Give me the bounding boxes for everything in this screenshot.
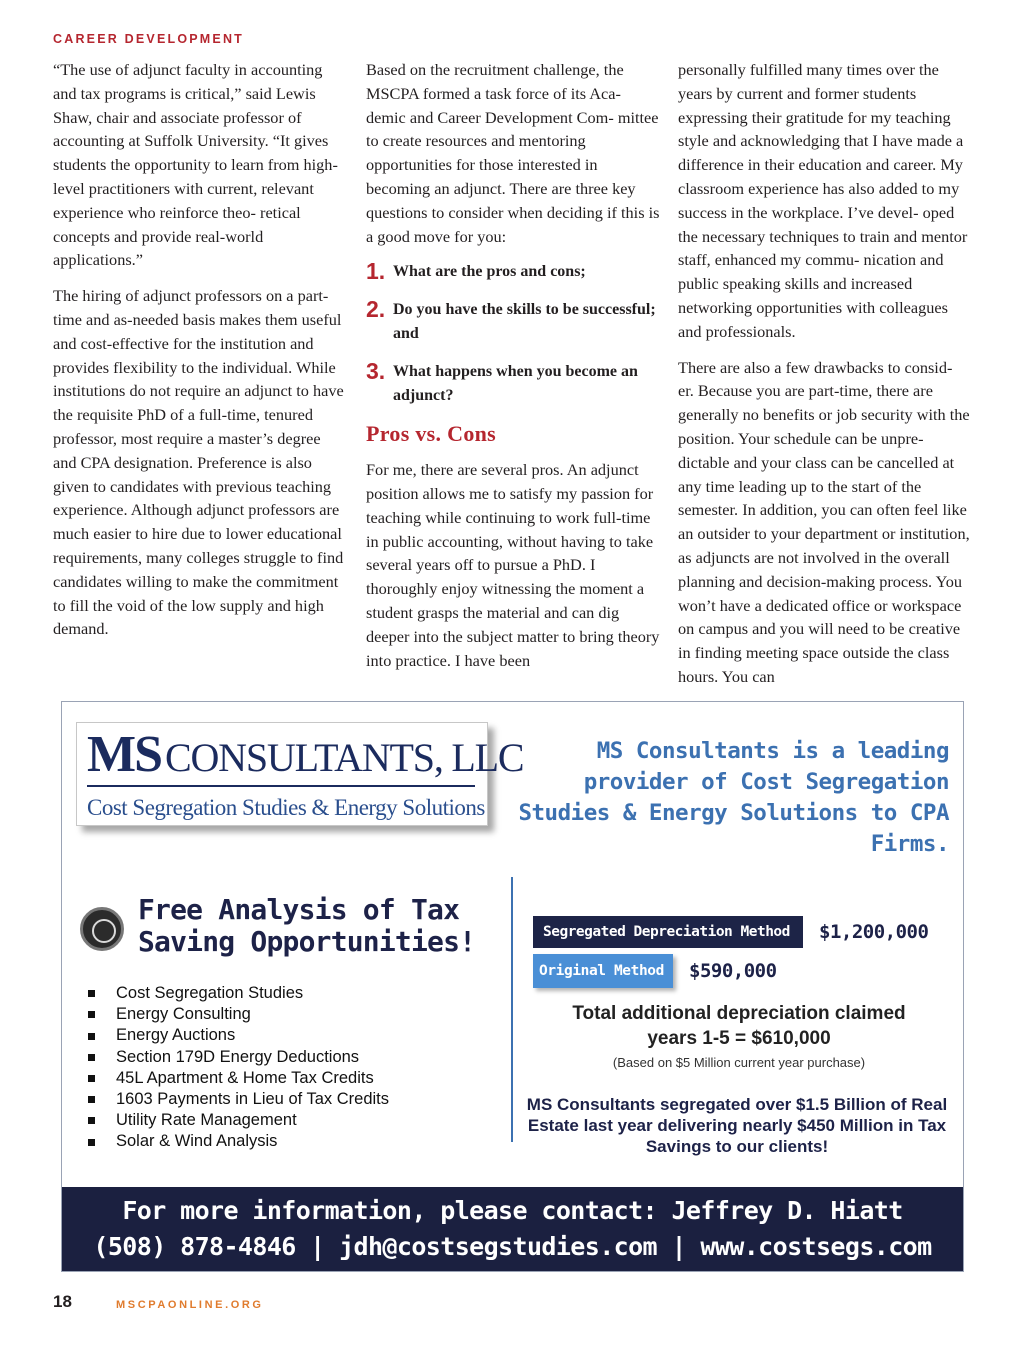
segregated-method-label: Segregated Depreciation Method [533,916,803,948]
service-item: 45L Apartment & Home Tax Credits [88,1068,488,1089]
bullet-icon [88,1096,95,1103]
question-number: 2. [366,296,386,323]
paragraph: Based on the recruitment challenge, the MSCPA formed a task force of its Aca- demic and Career Development Com- mittee to create resources and mentoring opportunities for those interested in becoming an adjunct. There are three key questions to consider when deciding if this is a good move for you: [366,60,660,246]
question-text: What are the pros and cons; [393,263,586,281]
paragraph: “The use of adjunct faculty in accounting and tax programs is critical,” said Lewis Shaw, chair and associate professor of accounting at Suffolk University. “It gives students the opportunity to learn from high-level practitioners with current, relevant experience who reinforce theo- retical concepts and provide real-world applications.” [53,60,338,270]
page-number: 18 [53,1292,72,1311]
segregated-method-row [533,916,928,948]
logo-subtitle: Cost Segregation Studies & Energy Solutions [87,795,485,820]
bullet-icon [88,1117,95,1124]
certification-seal-icon [80,907,124,951]
bullet-icon [88,1011,95,1018]
total-line-2: years 1-5 = $610,000 [647,1028,831,1049]
paragraph: The hiring of adjunct professors on a part-time and as-needed basis makes them useful and cost-effective for the institution and provides flexibility to the individual. While institutions do not require an adjunct to have the requisite PhD of a full-time, tenured professor, most require a master’s degree and CPA designation. Preference is also given to candidates with previous teaching experience. Although adjunct professors are much easier to hire due to lower educational requirements, many colleges struggle to find candidates willing to make the commitment to fill the void of the low supply and high demand. [53,286,344,639]
logo-consultants: CONSULTANTS, LLC [165,735,524,780]
depreciation-note: (Based on $5 Million current year purchase) [612,1055,866,1070]
contact-line-2: (508) 878-4846 | jdh@costsegstudies.com | www.costsegs.com [93,1232,932,1261]
ad-headline: Free Analysis of Tax Saving Opportunities! [138,893,476,958]
total-depreciation [524,1001,954,1051]
service-item: Solar & Wind Analysis [88,1131,488,1152]
total-line-1: Total additional depreciation claimed [572,1003,906,1024]
contact-line-1: For more information, please contact: Jeffrey D. Hiatt [122,1196,903,1225]
service-item: Utility Rate Management [88,1110,488,1131]
site-url: MSCPAONLINE.ORG [116,1299,264,1311]
question-item [366,298,660,346]
article-column-3 [678,58,972,701]
original-method-row [533,954,777,988]
service-item: Section 179D Energy Deductions [88,1047,488,1068]
question-item [366,360,660,408]
question-number: 1. [366,258,386,285]
original-method-label: Original Method [533,954,673,988]
question-number: 3. [366,358,386,385]
question-list [366,260,660,408]
bullet-icon [88,1033,95,1040]
article-column-1 [53,58,345,653]
ad-divider [511,877,513,1142]
bullet-icon [88,1075,95,1082]
original-method-value: $590,000 [689,960,777,982]
bullet-icon [88,1054,95,1061]
paragraph: personally fulfilled many times over the years by current and former students expressing their gratitude for my teaching style and acknowledging that I have made a difference in their education and career. My classroom experience has also added to my success in the workplace. I’ve devel- oped the necessary techniques to train and mentor staff, enhanced my commu- nication and public speaking skills and increased networking opportunities with colleagues and professionals. [678,60,968,341]
logo-divider [87,785,475,787]
services-list [88,983,488,1153]
segregated-method-value: $1,200,000 [819,921,929,943]
ad-tagline: MS Consultants is a leading provider of Cost Segregation Studies & Energy Solutions to CPA Firms. [518,738,949,857]
service-item: 1603 Payments in Lieu of Tax Credits [88,1089,488,1110]
contact-banner [62,1187,963,1271]
bullet-icon [88,990,95,997]
advertisement [61,701,964,1272]
logo-ms: MS [87,726,161,783]
question-item [366,260,660,284]
question-text: Do you have the skills to be successful; and [393,301,656,343]
section-label: CAREER DEVELOPMENT [53,32,245,46]
article-column-2 [366,58,660,684]
question-text: What happens when you become an adjunct? [393,363,638,405]
paragraph: There are also a few drawbacks to consid- er. Because you are part-time, there are generally no benefits or job security with the position. Your schedule can be unpre- dictable and your class can be cancelled at any time leading up to the start of the semester. In addition, you can often feel like an outsider to your department or institution, as adjuncts are not involved in the overall planning and decision-making process. You won’t have a dedicated office or workspace on campus and you will need to be creative in finding meeting space outside the class hours. You can [678,357,970,686]
service-item: Cost Segregation Studies [88,983,488,1004]
company-claim: MS Consultants segregated over $1.5 Billion of Real Estate last year delivering nearly $450 Million in Tax Savings to our clients! [526,1095,948,1156]
service-item: Energy Consulting [88,1004,488,1025]
logo-wordmark [87,725,523,784]
company-logo [76,722,524,826]
sub-heading: Pros vs. Cons [366,421,497,447]
bullet-icon [88,1139,95,1146]
service-item: Energy Auctions [88,1025,488,1046]
paragraph: For me, there are several pros. An adjunct position allows me to satisfy my passion for teaching while continuing to work full-time in public accounting, without having to take several years off to pursue a PhD. I thoroughly enjoy witnessing the moment a student grasps the material and can dig deeper into the subject matter to bring theory into practice. I have been [366,460,660,670]
